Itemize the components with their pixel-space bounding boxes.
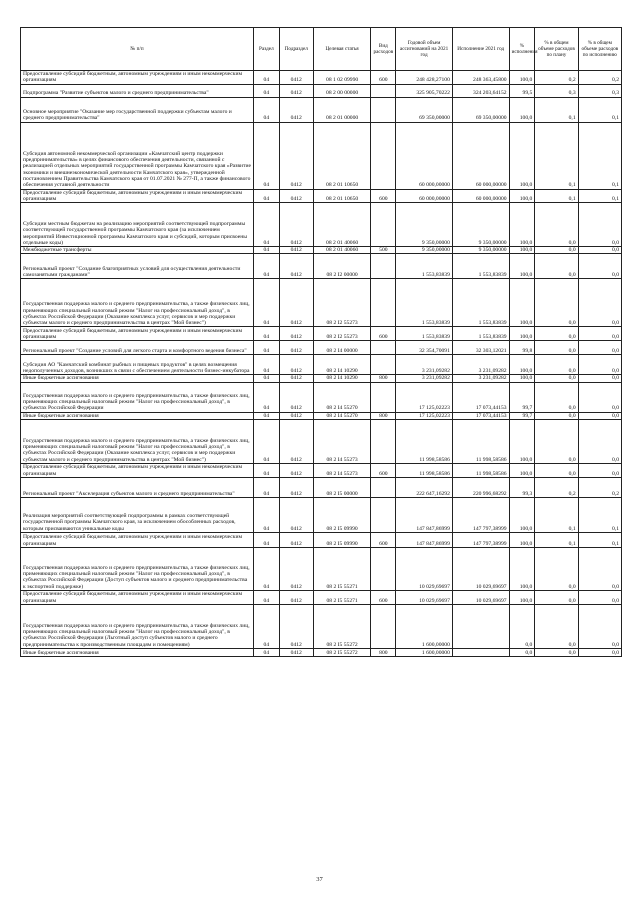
cell-type <box>371 254 396 279</box>
cell-target: 08 2 I4 55273 <box>313 464 371 478</box>
cell-plan: 325 905,70222 <box>396 84 453 97</box>
cell-target: 08 2 01 40060 <box>313 247 371 254</box>
cell-share-plan: 0,0 <box>535 247 578 254</box>
cell-exec: 1 553,83839 <box>452 254 509 279</box>
cell-plan: 1 600,00000 <box>396 649 453 657</box>
cell-subsection: 0412 <box>279 203 313 247</box>
cell-name: Предоставление субсидий бюджетным, автономным учреждениям и иным некоммерческим организациям <box>21 71 254 85</box>
cell-pct: 100,0 <box>509 279 535 327</box>
cell-subsection: 0412 <box>279 254 313 279</box>
cell-share-exec: 0,2 <box>578 71 621 85</box>
cell-subsection: 0412 <box>279 189 313 203</box>
cell-section: 04 <box>253 189 279 203</box>
cell-type: 600 <box>371 327 396 341</box>
cell-subsection: 0412 <box>279 71 313 85</box>
table-row <box>21 341 622 355</box>
cell-section: 04 <box>253 478 279 498</box>
cell-type: 600 <box>371 189 396 203</box>
cell-type <box>371 355 396 375</box>
cell-pct: 100,0 <box>509 498 535 533</box>
cell-target: 08 2 I5 00000 <box>313 478 371 498</box>
cell-type: 600 <box>371 464 396 478</box>
cell-name: Государственная поддержка малого и среднего предпринимательства, а также физических лиц, применяющих специальный налоговый режим "Налог на профессиональный доход", в субъектах Российской Федерации (Оказание комплекса услуг, сервисов и мер поддержки субъектам малого и среднего предпринимательства в центрах "Мой бизнес") <box>21 279 254 327</box>
cell-share-exec: 0,0 <box>578 279 621 327</box>
cell-plan: 60 000,00000 <box>396 189 453 203</box>
cell-target: 08 2 00 00000 <box>313 84 371 97</box>
cell-section: 04 <box>253 412 279 419</box>
cell-pct: 100,0 <box>509 464 535 478</box>
cell-exec: 248 363,45800 <box>452 71 509 85</box>
cell-pct: 100,0 <box>509 254 535 279</box>
cell-section: 04 <box>253 464 279 478</box>
cell-subsection: 0412 <box>279 84 313 97</box>
cell-pct: 100,0 <box>509 247 535 254</box>
cell-section: 04 <box>253 355 279 375</box>
cell-section: 04 <box>253 254 279 279</box>
table-row <box>21 649 622 657</box>
table-row <box>21 254 622 279</box>
cell-exec: 11 998,58586 <box>452 464 509 478</box>
cell-share-plan: 0,1 <box>535 122 578 189</box>
cell-share-plan: 0,0 <box>535 591 578 605</box>
cell-type <box>371 84 396 97</box>
cell-exec <box>452 605 509 649</box>
cell-type <box>371 122 396 189</box>
cell-section: 04 <box>253 279 279 327</box>
cell-section: 04 <box>253 375 279 382</box>
cell-target: 08 2 I4 10290 <box>313 355 371 375</box>
cell-type: 800 <box>371 412 396 419</box>
cell-name: Региональный проект "Создание условий для легкого старта и комфортного ведения бизнеса" <box>21 341 254 355</box>
cell-plan: 222 647,16292 <box>396 478 453 498</box>
cell-share-plan: 0,0 <box>535 355 578 375</box>
cell-exec: 3 231,09282 <box>452 355 509 375</box>
cell-target: 08 2 I4 10290 <box>313 375 371 382</box>
cell-subsection: 0412 <box>279 548 313 591</box>
column-header: Целевая статья <box>313 28 371 71</box>
cell-target: 08 2 01 10650 <box>313 189 371 203</box>
cell-name: Основное мероприятие "Оказание мер государственной поддержки субъектам малого и среднего предпринимательства" <box>21 97 254 122</box>
cell-share-plan: 0,0 <box>535 548 578 591</box>
cell-plan: 147 847,86999 <box>396 498 453 533</box>
cell-share-plan: 0,0 <box>535 412 578 419</box>
cell-share-exec: 0,0 <box>578 591 621 605</box>
column-header: № п/п <box>21 28 254 71</box>
cell-section: 04 <box>253 71 279 85</box>
cell-target: 08 2 01 40060 <box>313 203 371 247</box>
page-number: 37 <box>316 876 323 883</box>
cell-target: 08 2 I4 55270 <box>313 382 371 412</box>
cell-share-plan: 0,1 <box>535 189 578 203</box>
cell-share-exec: 0,0 <box>578 420 621 464</box>
cell-share-plan: 0,0 <box>535 382 578 412</box>
cell-target: 08 2 01 10650 <box>313 122 371 189</box>
cell-share-plan: 0,2 <box>535 478 578 498</box>
table-row <box>21 355 622 375</box>
cell-pct: 99,5 <box>509 84 535 97</box>
cell-plan: 1 553,83839 <box>396 327 453 341</box>
cell-pct: 100,0 <box>509 71 535 85</box>
cell-subsection: 0412 <box>279 464 313 478</box>
cell-target: 08 1 02 09990 <box>313 71 371 85</box>
cell-target: 08 2 I4 00000 <box>313 341 371 355</box>
cell-target: 08 2 01 00000 <box>313 97 371 122</box>
cell-plan: 1 553,83839 <box>396 279 453 327</box>
cell-name: Предоставление субсидий бюджетным, автономным учреждениям и иным некоммерческим организациям <box>21 327 254 341</box>
cell-section: 04 <box>253 203 279 247</box>
cell-plan: 60 000,00000 <box>396 122 453 189</box>
cell-target: 08 2 I5 55272 <box>313 649 371 657</box>
cell-target: 08 2 I4 55270 <box>313 412 371 419</box>
cell-section: 04 <box>253 84 279 97</box>
cell-name: Субсидия АО "Камчатский комбинат рыбных и пищевых продуктов" в целях возмещения недополученных доходов, возникших в связи с обеспечением деятельности бизнес-инкубатора <box>21 355 254 375</box>
cell-section: 04 <box>253 420 279 464</box>
table-row <box>21 382 622 412</box>
table-row <box>21 464 622 478</box>
cell-share-plan: 0,2 <box>535 71 578 85</box>
cell-plan: 3 231,09282 <box>396 355 453 375</box>
cell-section: 04 <box>253 498 279 533</box>
cell-plan: 69 350,00000 <box>396 97 453 122</box>
cell-name: Региональный проект "Создание благоприятных условий для осуществления деятельности самозанятыми гражданами" <box>21 254 254 279</box>
cell-share-plan: 0,0 <box>535 254 578 279</box>
cell-section: 04 <box>253 382 279 412</box>
cell-exec: 10 029,69697 <box>452 591 509 605</box>
cell-pct: 100,0 <box>509 189 535 203</box>
cell-pct: 100,0 <box>509 203 535 247</box>
cell-share-plan: 0,1 <box>535 533 578 548</box>
cell-target: 08 2 I5 55271 <box>313 591 371 605</box>
cell-type <box>371 498 396 533</box>
cell-subsection: 0412 <box>279 341 313 355</box>
table-header-row <box>21 28 622 71</box>
cell-name: Региональный проект "Акселерация субъектов малого и среднего предпринимательства" <box>21 478 254 498</box>
cell-share-exec: 0,0 <box>578 382 621 412</box>
cell-target: 08 2 I5 09990 <box>313 533 371 548</box>
cell-type <box>371 548 396 591</box>
cell-plan: 9 350,00000 <box>396 247 453 254</box>
cell-name: Иные бюджетные ассигнования <box>21 649 254 657</box>
cell-name: Межбюджетные трансферты <box>21 247 254 254</box>
table-row <box>21 84 622 97</box>
table-body <box>21 71 622 657</box>
cell-share-exec: 0,1 <box>578 498 621 533</box>
cell-name: Предоставление субсидий бюджетным, автономным учреждениям и иным некоммерческим организациям <box>21 464 254 478</box>
cell-share-exec: 0,0 <box>578 605 621 649</box>
cell-plan: 11 998,58586 <box>396 464 453 478</box>
cell-plan: 10 029,69697 <box>396 591 453 605</box>
cell-section: 04 <box>253 341 279 355</box>
cell-pct: 99,8 <box>509 341 535 355</box>
cell-pct: 100,0 <box>509 122 535 189</box>
table-row <box>21 247 622 254</box>
cell-type: 800 <box>371 375 396 382</box>
cell-type: 800 <box>371 649 396 657</box>
cell-share-exec: 0,0 <box>578 327 621 341</box>
table-row <box>21 375 622 382</box>
cell-share-plan: 0,0 <box>535 420 578 464</box>
cell-type: 500 <box>371 247 396 254</box>
cell-type <box>371 203 396 247</box>
cell-subsection: 0412 <box>279 122 313 189</box>
cell-name: Предоставление субсидий бюджетным, автономным учреждениям и иным некоммерческим организациям <box>21 189 254 203</box>
cell-share-exec: 0,0 <box>578 375 621 382</box>
cell-pct: 99,3 <box>509 478 535 498</box>
cell-target: 08 2 I2 55273 <box>313 327 371 341</box>
cell-exec: 17 073,44153 <box>452 382 509 412</box>
cell-share-plan: 0,0 <box>535 605 578 649</box>
column-header: Исполнение 2021 год <box>452 28 509 71</box>
table-row <box>21 97 622 122</box>
cell-name: Государственная поддержка малого и среднего предпринимательства, а также физических лиц, применяющих специальный налоговый режим "Налог на профессиональный доход", в субъектах Российской Федерации (Доступ субъектов малого и среднего предпринимательства к экспортной поддержке) <box>21 548 254 591</box>
cell-type <box>371 605 396 649</box>
cell-exec: 60 000,00000 <box>452 122 509 189</box>
cell-section: 04 <box>253 327 279 341</box>
cell-pct: 100,0 <box>509 375 535 382</box>
cell-share-exec: 0,0 <box>578 355 621 375</box>
cell-type: 600 <box>371 591 396 605</box>
cell-target: 08 2 I2 55273 <box>313 279 371 327</box>
column-header: Раздел <box>253 28 279 71</box>
table-row <box>21 478 622 498</box>
column-header: Подраздел <box>279 28 313 71</box>
cell-name: Предоставление субсидий бюджетным, автономным учреждениям и иным некоммерческим организациям <box>21 591 254 605</box>
cell-plan: 11 998,58586 <box>396 420 453 464</box>
cell-subsection: 0412 <box>279 478 313 498</box>
cell-type <box>371 279 396 327</box>
cell-plan: 10 029,69697 <box>396 548 453 591</box>
cell-section: 04 <box>253 122 279 189</box>
cell-name: Государственная поддержка малого и среднего предпринимательства, а также физических лиц, применяющих специальный налоговый режим "Налог на профессиональный доход", в субъектах Российской Федерации (Оказание комплекса услуг, сервисов и мер поддержки субъектам малого и среднего предпринимательства в центрах "Мой бизнес") <box>21 420 254 464</box>
cell-exec: 10 029,69697 <box>452 548 509 591</box>
cell-share-exec: 0,2 <box>578 478 621 498</box>
cell-exec: 324 203,64152 <box>452 84 509 97</box>
cell-plan: 3 231,09282 <box>396 375 453 382</box>
cell-share-plan: 0,1 <box>535 498 578 533</box>
cell-subsection: 0412 <box>279 279 313 327</box>
cell-name: Реализация мероприятий соответствующей подпрограммы в рамках соответствующей государственной программы Камчатского края, за исключением обособленных расходов, которым присваиваются уникальные коды <box>21 498 254 533</box>
cell-share-exec: 0,0 <box>578 464 621 478</box>
cell-plan: 9 350,00000 <box>396 203 453 247</box>
cell-exec: 32 303,12021 <box>452 341 509 355</box>
cell-name: Иные бюджетные ассигнования <box>21 375 254 382</box>
cell-pct: 0,0 <box>509 649 535 657</box>
column-header: Годовой объем ассигнований на 2021 год <box>396 28 453 71</box>
cell-name: Государственная поддержка малого и среднего предпринимательства, а также физических лиц, применяющих специальный налоговый режим "Налог на профессиональный доход", в субъектах Российской Федерации <box>21 382 254 412</box>
cell-target: 08 2 I5 55272 <box>313 605 371 649</box>
cell-share-exec: 0,0 <box>578 548 621 591</box>
cell-name: Субсидии местным бюджетам на реализацию мероприятий соответствующей подпрограммы соответствующей государственной программы Камчатского края (за исключением мероприятий Инвестиционной программы Камчатского края и субсидий, которым присвоены отдельные коды) <box>21 203 254 247</box>
table-row <box>21 279 622 327</box>
table-row <box>21 498 622 533</box>
cell-share-plan: 0,0 <box>535 341 578 355</box>
cell-subsection: 0412 <box>279 97 313 122</box>
cell-section: 04 <box>253 605 279 649</box>
cell-subsection: 0412 <box>279 382 313 412</box>
table-row <box>21 189 622 203</box>
cell-target: 08 2 I2 00000 <box>313 254 371 279</box>
cell-pct: 99,7 <box>509 412 535 419</box>
cell-share-exec: 0,1 <box>578 122 621 189</box>
column-header: % исполнения <box>509 28 535 71</box>
cell-name: Государственная поддержка малого и среднего предпринимательства, а также физических лиц, применяющих специальный налоговый режим "Налог на профессиональный доход", в субъектах Российской Федерации (Льготный доступ субъектов малого и среднего предпринимательства к производственным площадям и помещениям) <box>21 605 254 649</box>
cell-subsection: 0412 <box>279 605 313 649</box>
cell-name: Субсидия автономной некоммерческой организации «Камчатский центр поддержки предпринимательства» в целях финансового обеспечения деятельности, связанной с реализацией отдельных мероприятий государственной программы Камчатского края «Развитие экономики и внешнеэкономической деятельности Камчатского края», утвержденной постановлением Правительства Камчатского края от 01.07.2021 № 277-П, а также финансового обеспечения уставной деятельности <box>21 122 254 189</box>
cell-subsection: 0412 <box>279 247 313 254</box>
cell-type <box>371 420 396 464</box>
cell-subsection: 0412 <box>279 375 313 382</box>
cell-exec: 1 553,83839 <box>452 279 509 327</box>
cell-subsection: 0412 <box>279 327 313 341</box>
cell-exec: 9 350,00000 <box>452 203 509 247</box>
cell-pct: 99,7 <box>509 382 535 412</box>
cell-plan: 147 847,86999 <box>396 533 453 548</box>
cell-plan: 1 600,00000 <box>396 605 453 649</box>
cell-type: 600 <box>371 71 396 85</box>
cell-target: 08 2 I4 55273 <box>313 420 371 464</box>
cell-exec: 11 998,58586 <box>452 420 509 464</box>
table-row <box>21 412 622 419</box>
cell-section: 04 <box>253 548 279 591</box>
cell-share-exec: 0,0 <box>578 341 621 355</box>
cell-pct: 100,0 <box>509 97 535 122</box>
cell-exec: 3 231,09282 <box>452 375 509 382</box>
budget-table <box>20 27 622 657</box>
cell-name: Подпрограмма "Развитие субъектов малого и среднего предпринимательства" <box>21 84 254 97</box>
cell-name: Иные бюджетные ассигнования <box>21 412 254 419</box>
cell-section: 04 <box>253 247 279 254</box>
cell-subsection: 0412 <box>279 591 313 605</box>
cell-pct: 100,0 <box>509 327 535 341</box>
cell-share-exec: 0,0 <box>578 412 621 419</box>
cell-share-exec: 0,0 <box>578 247 621 254</box>
cell-exec: 60 000,00000 <box>452 189 509 203</box>
cell-exec: 17 073,44153 <box>452 412 509 419</box>
table-row <box>21 420 622 464</box>
cell-section: 04 <box>253 591 279 605</box>
table-row <box>21 605 622 649</box>
cell-type <box>371 382 396 412</box>
cell-subsection: 0412 <box>279 498 313 533</box>
cell-subsection: 0412 <box>279 412 313 419</box>
cell-subsection: 0412 <box>279 420 313 464</box>
cell-type <box>371 97 396 122</box>
cell-type: 600 <box>371 533 396 548</box>
cell-share-plan: 0,0 <box>535 279 578 327</box>
cell-exec: 9 350,00000 <box>452 247 509 254</box>
cell-share-plan: 0,0 <box>535 464 578 478</box>
cell-share-plan: 0,0 <box>535 327 578 341</box>
cell-pct: 100,0 <box>509 420 535 464</box>
cell-plan: 32 354,70091 <box>396 341 453 355</box>
cell-exec: 220 996,68292 <box>452 478 509 498</box>
table-row <box>21 533 622 548</box>
cell-share-exec: 0,0 <box>578 254 621 279</box>
cell-section: 04 <box>253 649 279 657</box>
cell-exec: 147 797,38999 <box>452 533 509 548</box>
cell-exec: 1 553,83839 <box>452 327 509 341</box>
cell-type <box>371 341 396 355</box>
cell-exec <box>452 649 509 657</box>
table-row <box>21 71 622 85</box>
cell-pct: 100,0 <box>509 548 535 591</box>
cell-exec: 147 797,38999 <box>452 498 509 533</box>
cell-share-plan: 0,1 <box>535 97 578 122</box>
cell-share-exec: 0,1 <box>578 97 621 122</box>
cell-target: 08 2 I5 55271 <box>313 548 371 591</box>
cell-pct: 0,0 <box>509 605 535 649</box>
cell-share-plan: 0,3 <box>535 84 578 97</box>
cell-share-exec: 0,1 <box>578 533 621 548</box>
cell-plan: 17 125,02223 <box>396 412 453 419</box>
cell-share-plan: 0,0 <box>535 203 578 247</box>
cell-plan: 17 125,02223 <box>396 382 453 412</box>
cell-exec: 69 350,00000 <box>452 97 509 122</box>
cell-share-exec: 0,1 <box>578 189 621 203</box>
table-row <box>21 203 622 247</box>
cell-pct: 100,0 <box>509 591 535 605</box>
cell-share-plan: 0,0 <box>535 649 578 657</box>
cell-type <box>371 478 396 498</box>
cell-subsection: 0412 <box>279 649 313 657</box>
cell-share-exec: 0,0 <box>578 203 621 247</box>
column-header: Вид расходов <box>371 28 396 71</box>
cell-pct: 100,0 <box>509 355 535 375</box>
table-row <box>21 327 622 341</box>
cell-subsection: 0412 <box>279 533 313 548</box>
column-header: % в общем объеме расходов по плану <box>535 28 578 71</box>
table-row <box>21 122 622 189</box>
cell-subsection: 0412 <box>279 355 313 375</box>
cell-plan: 1 553,83839 <box>396 254 453 279</box>
table-row <box>21 548 622 591</box>
cell-share-exec: 0,3 <box>578 84 621 97</box>
cell-section: 04 <box>253 533 279 548</box>
cell-plan: 248 428,27100 <box>396 71 453 85</box>
table-row <box>21 591 622 605</box>
cell-target: 08 2 I5 09990 <box>313 498 371 533</box>
cell-share-plan: 0,0 <box>535 375 578 382</box>
cell-share-exec: 0,0 <box>578 649 621 657</box>
cell-pct: 100,0 <box>509 533 535 548</box>
cell-section: 04 <box>253 97 279 122</box>
cell-name: Предоставление субсидий бюджетным, автономным учреждениям и иным некоммерческим организациям <box>21 533 254 548</box>
column-header: % в общем объеме расходов по исполнению <box>578 28 621 71</box>
